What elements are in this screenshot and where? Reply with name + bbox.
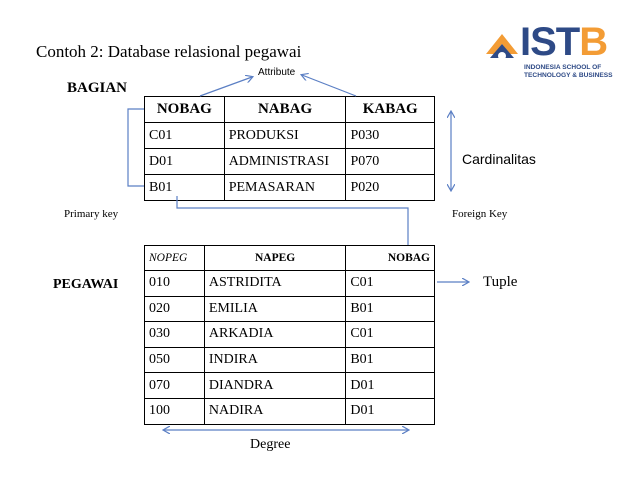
table-cell: C01 — [346, 271, 435, 297]
attribute-arrow-right — [302, 75, 356, 96]
table-cell: 010 — [145, 271, 205, 297]
table-cell: B01 — [346, 296, 435, 322]
table-cell: P070 — [346, 149, 435, 175]
logo-tagline-line2: TECHNOLOGY & BUSINESS — [524, 72, 613, 79]
logo-tagline-line1: INDONESIA SCHOOL OF — [524, 64, 602, 71]
tuple-label: Tuple — [483, 274, 518, 290]
table-cell: 050 — [145, 347, 205, 373]
table-cell: NADIRA — [204, 398, 345, 424]
table-cell: D01 — [145, 149, 225, 175]
cardinalitas-label: Cardinalitas — [462, 151, 536, 167]
table-cell: P030 — [346, 123, 435, 149]
table-cell: B01 — [145, 175, 225, 201]
table-cell: P020 — [346, 175, 435, 201]
slide-title: Contoh 2: Database relasional pegawai — [36, 42, 302, 61]
table-cell: EMILIA — [204, 296, 345, 322]
bagian-label: BAGIAN — [67, 80, 128, 96]
table-cell: 020 — [145, 296, 205, 322]
table-cell: D01 — [346, 398, 435, 424]
primary-key-label: Primary key — [64, 208, 119, 220]
table-cell: C01 — [346, 322, 435, 348]
degree-label: Degree — [250, 437, 291, 452]
logo-wordmark: ISTB — [520, 20, 608, 64]
column-header: NOBAG — [346, 246, 435, 271]
foreign-key-connector — [177, 196, 408, 245]
column-header: NOPEG — [145, 246, 205, 271]
table-cell: ASTRIDITA — [204, 271, 345, 297]
pegawai-label: PEGAWAI — [53, 277, 119, 292]
column-header: NABAG — [224, 97, 346, 123]
table-cell: 070 — [145, 373, 205, 399]
table-cell: B01 — [346, 347, 435, 373]
table-cell: C01 — [145, 123, 225, 149]
table-cell: ARKADIA — [204, 322, 345, 348]
column-header: KABAG — [346, 97, 435, 123]
table-cell: 030 — [145, 322, 205, 348]
table-cell: PRODUKSI — [224, 123, 346, 149]
attribute-label: Attribute — [258, 67, 296, 78]
table-cell: PEMASARAN — [224, 175, 346, 201]
foreign-key-label: Foreign Key — [452, 208, 508, 220]
table-cell: DIANDRA — [204, 373, 345, 399]
column-header: NOBAG — [145, 97, 225, 123]
attribute-arrow-left — [200, 77, 252, 96]
table-cell: INDIRA — [204, 347, 345, 373]
column-header: NAPEG — [204, 246, 345, 271]
table-cell: ADMINISTRASI — [224, 149, 346, 175]
table-cell: D01 — [346, 373, 435, 399]
primary-key-bracket — [128, 109, 144, 186]
table-cell: 100 — [145, 398, 205, 424]
